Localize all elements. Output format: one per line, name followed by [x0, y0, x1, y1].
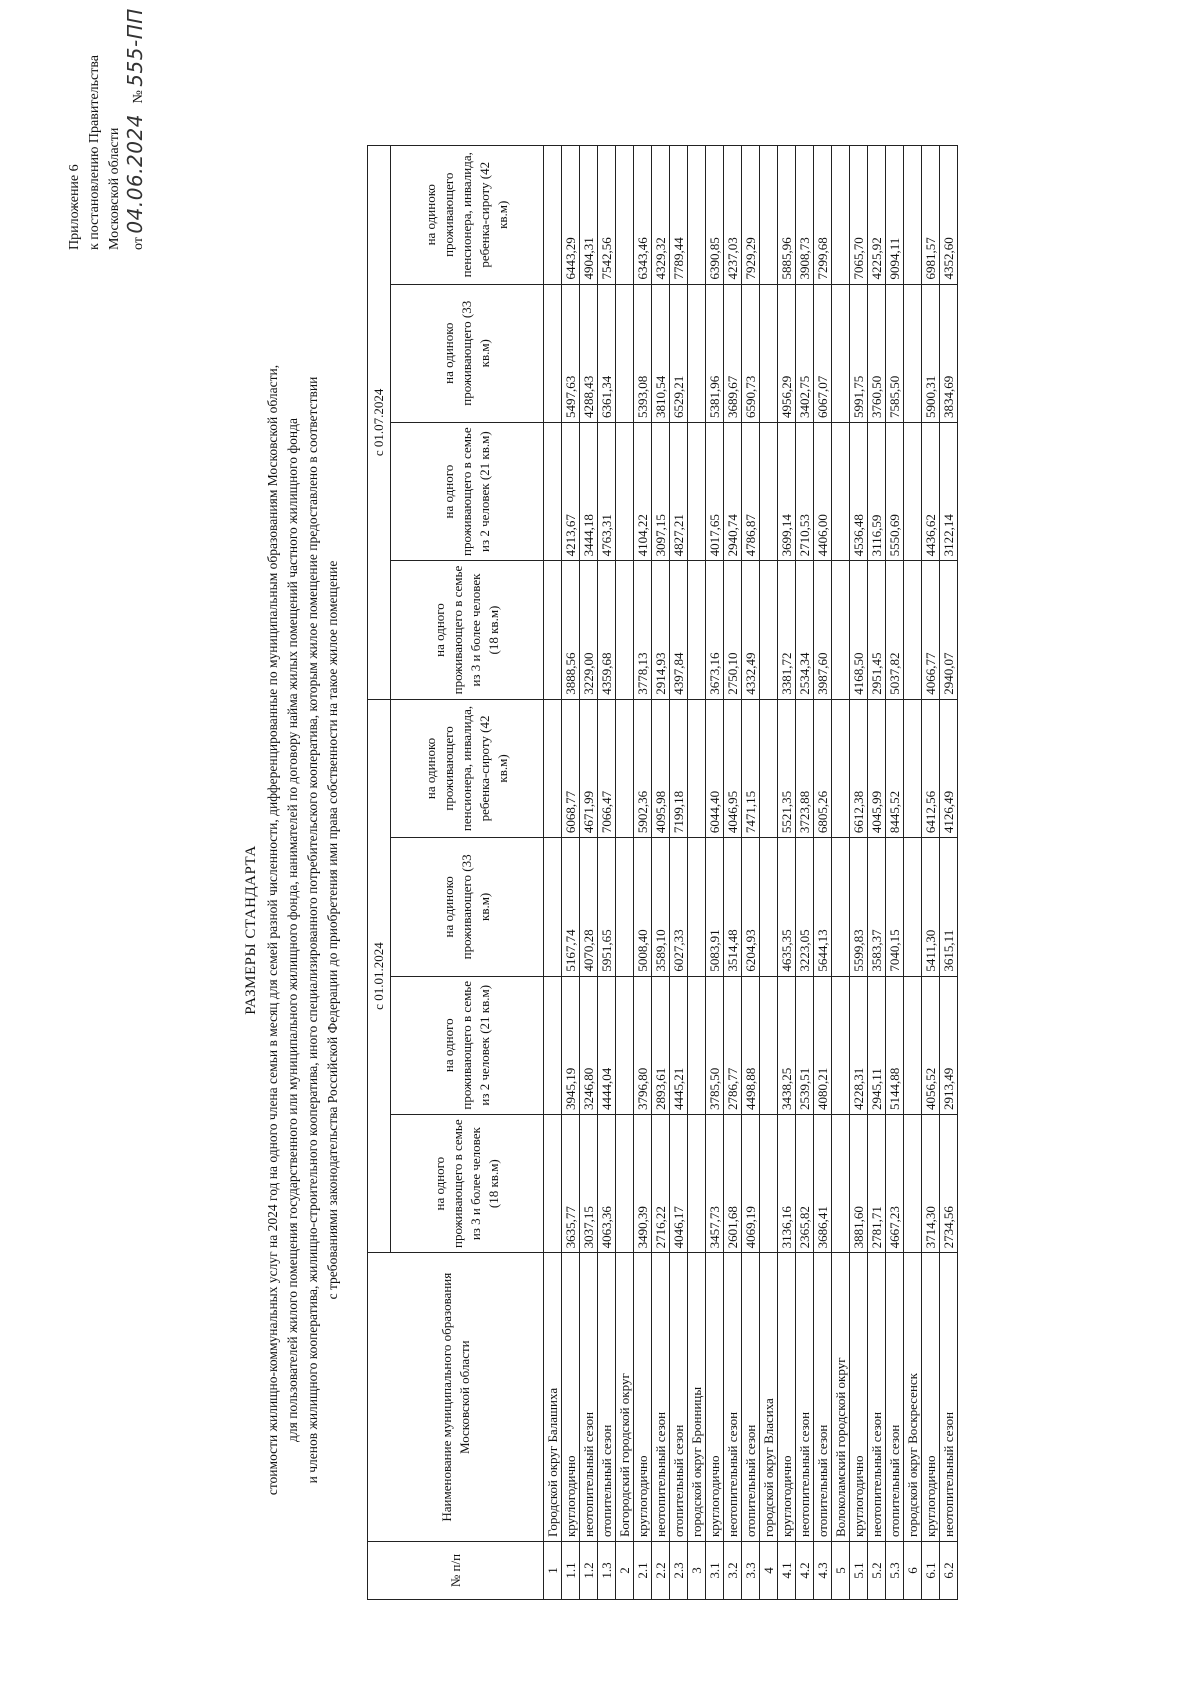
row-name: круглогодично: [706, 1253, 724, 1542]
value-cell: 5550,69: [886, 422, 904, 560]
row-name: неотопительный сезон: [580, 1253, 598, 1542]
value-cell: 4406,00: [814, 422, 832, 560]
value-cell: 4397,84: [670, 561, 688, 699]
table-row: [742, 146, 760, 1600]
handwritten-number: 555-ПП: [123, 8, 147, 87]
row-number: 1: [544, 1542, 562, 1600]
value-cell: 3116,59: [868, 422, 886, 560]
value-cell: 4228,31: [850, 976, 868, 1114]
value-cell: [544, 561, 562, 699]
table-row: [922, 146, 940, 1600]
row-number: 3: [688, 1542, 706, 1600]
value-cell: 3037,15: [580, 1114, 598, 1252]
value-cell: 3908,73: [796, 146, 814, 285]
value-cell: [760, 976, 778, 1114]
value-cell: 3444,18: [580, 422, 598, 560]
row-number: 1.1: [562, 1542, 580, 1600]
value-cell: 5885,96: [778, 146, 796, 285]
header-number: № п/п: [368, 1542, 544, 1600]
value-cell: 2945,11: [868, 976, 886, 1114]
value-cell: 3402,75: [796, 284, 814, 422]
header-2-p2: на одного проживающего в семье из 2 человек (21 кв.м): [391, 422, 544, 560]
table-row: [850, 146, 868, 1600]
appendix-date-line: [123, 8, 149, 250]
value-cell: 7040,15: [886, 838, 904, 976]
number-prefix: №: [131, 90, 146, 104]
value-cell: 3122,14: [940, 422, 958, 560]
row-number: 3.1: [706, 1542, 724, 1600]
value-cell: [760, 838, 778, 976]
value-cell: 2893,61: [652, 976, 670, 1114]
row-name: городской округ Бронницы: [688, 1253, 706, 1542]
value-cell: 4827,21: [670, 422, 688, 560]
value-cell: 4126,49: [940, 699, 958, 837]
value-cell: 2781,71: [868, 1114, 886, 1252]
header-single-p2: на одиноко проживающего (33 кв.м): [391, 284, 544, 422]
value-cell: 5497,63: [562, 284, 580, 422]
value-cell: 4436,62: [922, 422, 940, 560]
value-cell: [760, 1114, 778, 1252]
value-cell: 6343,46: [634, 146, 652, 285]
value-cell: 3673,16: [706, 561, 724, 699]
row-name: круглогодично: [850, 1253, 868, 1542]
row-number: 4.2: [796, 1542, 814, 1600]
row-name: отопительный сезон: [886, 1253, 904, 1542]
value-cell: [688, 422, 706, 560]
table-row: [580, 146, 598, 1600]
header-period-1: с 01.01.2024: [368, 699, 391, 1253]
value-cell: 3490,39: [634, 1114, 652, 1252]
value-cell: 5411,30: [922, 838, 940, 976]
header-period-2: с 01.07.2024: [368, 146, 391, 700]
value-cell: 4536,48: [850, 422, 868, 560]
value-cell: [616, 838, 634, 976]
intro-line-4: с требованиями законодательства Российской Федерации до приобретения ими права собственности на такое жилое помещение: [325, 560, 340, 1300]
value-cell: 3514,48: [724, 838, 742, 976]
value-cell: 3381,72: [778, 561, 796, 699]
value-cell: 5381,96: [706, 284, 724, 422]
value-cell: 7066,47: [598, 699, 616, 837]
row-number: 4.3: [814, 1542, 832, 1600]
value-cell: 7065,70: [850, 146, 868, 285]
table-row: [706, 146, 724, 1600]
value-cell: 3888,56: [562, 561, 580, 699]
value-cell: 3438,25: [778, 976, 796, 1114]
value-cell: 4056,52: [922, 976, 940, 1114]
header-single-p1: на одиноко проживающего (33 кв.м): [391, 838, 544, 976]
value-cell: 6981,57: [922, 146, 940, 285]
value-cell: [832, 976, 850, 1114]
value-cell: 4671,99: [580, 699, 598, 837]
value-cell: 3097,15: [652, 422, 670, 560]
value-cell: [832, 699, 850, 837]
value-cell: 4069,19: [742, 1114, 760, 1252]
value-cell: [616, 284, 634, 422]
value-cell: 6361,34: [598, 284, 616, 422]
row-number: 2.2: [652, 1542, 670, 1600]
value-cell: 3689,67: [724, 284, 742, 422]
value-cell: [832, 284, 850, 422]
table-row: [562, 146, 580, 1600]
value-cell: 4045,99: [868, 699, 886, 837]
value-cell: 6805,26: [814, 699, 832, 837]
value-cell: [616, 146, 634, 285]
value-cell: 6529,21: [670, 284, 688, 422]
value-cell: 2734,56: [940, 1114, 958, 1252]
row-name: Городской округ Балашиха: [544, 1253, 562, 1542]
value-cell: 6412,56: [922, 699, 940, 837]
row-name: круглогодично: [778, 1253, 796, 1542]
row-name: неотопительный сезон: [724, 1253, 742, 1542]
value-cell: 5083,91: [706, 838, 724, 976]
value-cell: 5167,74: [562, 838, 580, 976]
value-cell: 6044,40: [706, 699, 724, 837]
value-cell: 5521,35: [778, 699, 796, 837]
value-cell: 4444,04: [598, 976, 616, 1114]
table-row: [652, 146, 670, 1600]
value-cell: 7929,29: [742, 146, 760, 285]
value-cell: 4445,21: [670, 976, 688, 1114]
value-cell: 3785,50: [706, 976, 724, 1114]
table-row: [904, 146, 922, 1600]
value-cell: 6067,07: [814, 284, 832, 422]
row-name: круглогодично: [922, 1253, 940, 1542]
value-cell: 4066,77: [922, 561, 940, 699]
row-name: отопительный сезон: [814, 1253, 832, 1542]
value-cell: [544, 422, 562, 560]
value-cell: 4095,98: [652, 699, 670, 837]
row-number: 2.1: [634, 1542, 652, 1600]
value-cell: 4904,31: [580, 146, 598, 285]
value-cell: [616, 422, 634, 560]
header-pensioner-p1: на одиноко проживающего пенсионера, инвалида, ребенка-сироту (42 кв.м): [391, 699, 544, 837]
value-cell: 2601,68: [724, 1114, 742, 1252]
value-cell: 3136,16: [778, 1114, 796, 1252]
value-cell: 5037,82: [886, 561, 904, 699]
value-cell: 2914,93: [652, 561, 670, 699]
value-cell: 3699,14: [778, 422, 796, 560]
intro-line-2: для пользователей жилого помещения государственного или муниципального жилищного фонда, нанимателей по договору найма жилых помещений частного жилищного фонда: [285, 418, 300, 1442]
header-3plus-p1: на одного проживающего в семье из 3 и более человек (18 кв.м): [391, 1114, 544, 1252]
value-cell: [760, 422, 778, 560]
value-cell: [688, 976, 706, 1114]
value-cell: 4237,03: [724, 146, 742, 285]
value-cell: 4288,43: [580, 284, 598, 422]
value-cell: [904, 561, 922, 699]
value-cell: 3796,80: [634, 976, 652, 1114]
table-row: [814, 146, 832, 1600]
value-cell: 3881,60: [850, 1114, 868, 1252]
row-number: 3.3: [742, 1542, 760, 1600]
value-cell: [904, 284, 922, 422]
value-cell: 5991,75: [850, 284, 868, 422]
value-cell: 3686,41: [814, 1114, 832, 1252]
value-cell: [904, 699, 922, 837]
table-row: [688, 146, 706, 1600]
row-name: неотопительный сезон: [652, 1253, 670, 1542]
value-cell: 3760,50: [868, 284, 886, 422]
value-cell: [832, 1114, 850, 1252]
value-cell: [688, 561, 706, 699]
value-cell: 4104,22: [634, 422, 652, 560]
date-prefix: от: [131, 237, 146, 250]
row-name: отопительный сезон: [598, 1253, 616, 1542]
row-number: 1.3: [598, 1542, 616, 1600]
value-cell: 6612,38: [850, 699, 868, 837]
value-cell: 5008,40: [634, 838, 652, 976]
row-name: неотопительный сезон: [796, 1253, 814, 1542]
value-cell: 4332,49: [742, 561, 760, 699]
value-cell: 2913,49: [940, 976, 958, 1114]
intro-line-1: стоимости жилищно-коммунальных услуг на 2024 год на одного члена семьи в месяц для семей разной численности, дифференцированные по муниципальным образованиям Московской области,: [265, 364, 280, 1496]
header-name: Наименование муниципального образования Московской области: [368, 1253, 544, 1542]
table-row: [760, 146, 778, 1600]
value-cell: 8445,52: [886, 699, 904, 837]
value-cell: 3457,73: [706, 1114, 724, 1252]
value-cell: [544, 976, 562, 1114]
value-cell: 4070,28: [580, 838, 598, 976]
value-cell: 6068,77: [562, 699, 580, 837]
row-number: 5.1: [850, 1542, 868, 1600]
value-cell: 3810,54: [652, 284, 670, 422]
row-name: отопительный сезон: [742, 1253, 760, 1542]
value-cell: [760, 561, 778, 699]
value-cell: [688, 284, 706, 422]
value-cell: [904, 1114, 922, 1252]
handwritten-date: 04.06.2024: [123, 114, 147, 234]
value-cell: [832, 561, 850, 699]
value-cell: 2940,74: [724, 422, 742, 560]
row-name: городской округ Воскресенск: [904, 1253, 922, 1542]
value-cell: 4786,87: [742, 422, 760, 560]
value-cell: 4046,95: [724, 699, 742, 837]
value-cell: 9094,11: [886, 146, 904, 285]
row-name: городской округ Власиха: [760, 1253, 778, 1542]
value-cell: [904, 146, 922, 285]
value-cell: [544, 146, 562, 285]
row-number: 5.2: [868, 1542, 886, 1600]
table-row: [778, 146, 796, 1600]
value-cell: [832, 838, 850, 976]
value-cell: [760, 146, 778, 285]
value-cell: 7199,18: [670, 699, 688, 837]
value-cell: [688, 699, 706, 837]
value-cell: 3723,88: [796, 699, 814, 837]
value-cell: [544, 1114, 562, 1252]
value-cell: 7299,68: [814, 146, 832, 285]
row-number: 5.3: [886, 1542, 904, 1600]
value-cell: [616, 1114, 634, 1252]
value-cell: [760, 699, 778, 837]
value-cell: 3583,37: [868, 838, 886, 976]
table-row: [868, 146, 886, 1600]
table-row: [724, 146, 742, 1600]
value-cell: 4063,36: [598, 1114, 616, 1252]
value-cell: 3778,13: [634, 561, 652, 699]
table-row: [544, 146, 562, 1600]
row-number: 6.1: [922, 1542, 940, 1600]
value-cell: 4498,88: [742, 976, 760, 1114]
value-cell: 7789,44: [670, 146, 688, 285]
value-cell: 3834,69: [940, 284, 958, 422]
table-row: [886, 146, 904, 1600]
appendix-line-1: Приложение 6: [67, 164, 82, 250]
value-cell: [904, 976, 922, 1114]
appendix-line-2: к постановлению Правительства: [87, 54, 102, 250]
value-cell: 4359,68: [598, 561, 616, 699]
value-cell: [544, 699, 562, 837]
value-cell: 5644,13: [814, 838, 832, 976]
table-row: [832, 146, 850, 1600]
value-cell: 6390,85: [706, 146, 724, 285]
value-cell: 2940,07: [940, 561, 958, 699]
row-name: круглогодично: [562, 1253, 580, 1542]
value-cell: 4168,50: [850, 561, 868, 699]
value-cell: 6027,33: [670, 838, 688, 976]
table-row: [634, 146, 652, 1600]
value-cell: 4956,29: [778, 284, 796, 422]
appendix-block: [65, 8, 149, 250]
value-cell: 6590,73: [742, 284, 760, 422]
row-number: 4.1: [778, 1542, 796, 1600]
value-cell: 2750,10: [724, 561, 742, 699]
value-cell: [544, 284, 562, 422]
row-name: неотопительный сезон: [940, 1253, 958, 1542]
value-cell: 5599,83: [850, 838, 868, 976]
value-cell: 2710,53: [796, 422, 814, 560]
value-cell: 4763,31: [598, 422, 616, 560]
row-name: неотопительный сезон: [868, 1253, 886, 1542]
row-number: 2: [616, 1542, 634, 1600]
value-cell: 4667,23: [886, 1114, 904, 1252]
value-cell: 5144,88: [886, 976, 904, 1114]
row-name: Богородский городской округ: [616, 1253, 634, 1542]
value-cell: 4352,60: [940, 146, 958, 285]
table-row: [670, 146, 688, 1600]
row-name: круглогодично: [634, 1253, 652, 1542]
standards-table: [367, 145, 958, 1600]
header-2-p1: на одного проживающего в семье из 2 человек (21 кв.м): [391, 976, 544, 1114]
value-cell: 5900,31: [922, 284, 940, 422]
header-pensioner-p2: на одиноко проживающего пенсионера, инвалида, ребенка-сироту (42 кв.м): [391, 146, 544, 285]
value-cell: 3246,80: [580, 976, 598, 1114]
value-cell: 7542,56: [598, 146, 616, 285]
document-sheet: [25, 8, 1155, 1660]
value-cell: 4225,92: [868, 146, 886, 285]
value-cell: 3635,77: [562, 1114, 580, 1252]
value-cell: 3223,05: [796, 838, 814, 976]
value-cell: 4017,65: [706, 422, 724, 560]
value-cell: 2716,22: [652, 1114, 670, 1252]
value-cell: 4635,35: [778, 838, 796, 976]
row-number: 6.2: [940, 1542, 958, 1600]
value-cell: 5902,36: [634, 699, 652, 837]
value-cell: 4080,21: [814, 976, 832, 1114]
value-cell: 3987,60: [814, 561, 832, 699]
value-cell: 2539,51: [796, 976, 814, 1114]
value-cell: [904, 422, 922, 560]
value-cell: [616, 976, 634, 1114]
table-row: [616, 146, 634, 1600]
value-cell: [544, 838, 562, 976]
row-name: отопительный сезон: [670, 1253, 688, 1542]
value-cell: 3229,00: [580, 561, 598, 699]
value-cell: [904, 838, 922, 976]
value-cell: 6204,93: [742, 838, 760, 976]
value-cell: 6443,29: [562, 146, 580, 285]
table-row: [598, 146, 616, 1600]
value-cell: [688, 146, 706, 285]
value-cell: [832, 422, 850, 560]
value-cell: [832, 146, 850, 285]
value-cell: 2951,45: [868, 561, 886, 699]
value-cell: [688, 838, 706, 976]
value-cell: 2365,82: [796, 1114, 814, 1252]
value-cell: 3714,30: [922, 1114, 940, 1252]
table-row: [796, 146, 814, 1600]
value-cell: 3589,10: [652, 838, 670, 976]
value-cell: [688, 1114, 706, 1252]
value-cell: 3615,11: [940, 838, 958, 976]
value-cell: [760, 284, 778, 422]
value-cell: [616, 699, 634, 837]
row-number: 1.2: [580, 1542, 598, 1600]
table-body: [544, 146, 958, 1600]
value-cell: 3945,19: [562, 976, 580, 1114]
value-cell: 4046,17: [670, 1114, 688, 1252]
row-number: 5: [832, 1542, 850, 1600]
row-number: 3.2: [724, 1542, 742, 1600]
row-number: 4: [760, 1542, 778, 1600]
value-cell: 4213,67: [562, 422, 580, 560]
value-cell: 5951,65: [598, 838, 616, 976]
value-cell: 2534,34: [796, 561, 814, 699]
row-number: 2.3: [670, 1542, 688, 1600]
value-cell: [616, 561, 634, 699]
table-row: [940, 146, 958, 1600]
row-name: Волоколамский городской округ: [832, 1253, 850, 1542]
intro-line-3: и членов жилищного кооператива, жилищно-строительного кооператива, иного специализированного потребительского кооператива, которым жилое помещение предоставлено в соответствии: [305, 376, 320, 1484]
header-3plus-p2: на одного проживающего в семье из 3 и более человек (18 кв.м): [391, 561, 544, 699]
value-cell: 2786,77: [724, 976, 742, 1114]
appendix-line-3: Московской области: [107, 127, 122, 250]
row-number: 6: [904, 1542, 922, 1600]
value-cell: 5393,08: [634, 284, 652, 422]
document-title: РАЗМЕРЫ СТАНДАРТА: [243, 845, 259, 1015]
value-cell: 7585,50: [886, 284, 904, 422]
value-cell: 4329,32: [652, 146, 670, 285]
value-cell: 7471,15: [742, 699, 760, 837]
